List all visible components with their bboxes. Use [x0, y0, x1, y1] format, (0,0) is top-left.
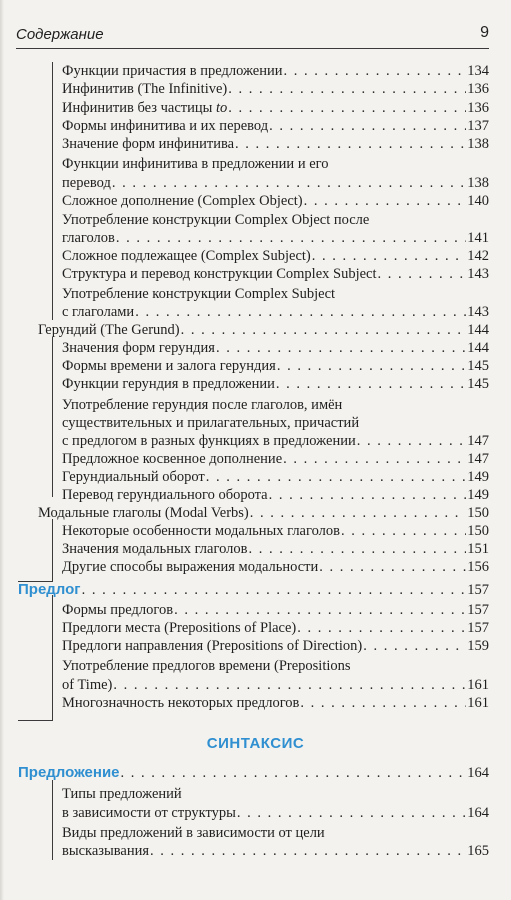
toc-entry — [62, 174, 489, 193]
toc-entry-page: 149 — [467, 487, 489, 503]
leader-dots — [341, 522, 466, 541]
leader-dots — [116, 229, 466, 248]
leader-dots — [174, 601, 466, 620]
toc-entry-title: Функции герундия в предложении — [62, 376, 275, 392]
toc-entry-page: 164 — [467, 805, 489, 821]
toc-entry-title: Предлоги направления (Prepositions of Direction) — [62, 638, 363, 654]
toc-entry — [38, 321, 489, 340]
toc-entry-title: Инфинитив (The Infinitive) — [62, 81, 228, 97]
leader-dots — [277, 357, 466, 376]
toc-entry — [62, 303, 489, 322]
toc-entry-page: 157 — [467, 582, 489, 598]
leader-dots — [82, 581, 467, 600]
toc-entry-page: 134 — [467, 63, 489, 79]
toc-entry-page: 157 — [467, 620, 489, 636]
toc-entry-page: 165 — [467, 843, 489, 859]
toc-entry — [62, 676, 489, 695]
toc-entry-page: 137 — [467, 118, 489, 134]
part-heading: СИНТАКСИС — [206, 735, 305, 752]
toc-entry — [62, 842, 489, 861]
toc-entry-page: 136 — [467, 100, 489, 116]
toc-entry-title: высказывания — [62, 843, 150, 859]
toc-entry-title-line: существительных и прилагательных, причастий — [62, 415, 360, 431]
toc-entry-title: Структура и перевод конструкции Complex Subject — [62, 266, 377, 282]
toc-entry-page: 161 — [467, 677, 489, 693]
toc-entry — [62, 486, 489, 505]
leader-dots — [378, 265, 467, 284]
toc-entry — [62, 619, 489, 638]
toc-entry-page: 141 — [467, 230, 489, 246]
leader-dots — [228, 80, 466, 99]
toc-entry-page: 161 — [467, 695, 489, 711]
toc-entry-title: с предлогом в разных функциях в предложении — [62, 433, 356, 449]
leader-dots — [121, 764, 467, 783]
leader-dots — [135, 303, 466, 322]
leader-dots — [357, 432, 467, 451]
toc-entry — [62, 601, 489, 620]
toc-entry-title: перевод — [62, 175, 111, 191]
leader-dots — [181, 321, 467, 340]
toc-entry-title: Другие способы выражения модальности — [62, 559, 319, 575]
toc-entry-title: Модальные глаголы (Modal Verbs) — [38, 505, 249, 521]
toc-entry-page: 156 — [467, 559, 489, 575]
leader-dots — [363, 637, 466, 656]
toc-entry — [62, 229, 489, 248]
toc-entry — [62, 637, 489, 656]
toc-entry — [62, 265, 489, 284]
rule-vertical-sentence — [52, 780, 53, 860]
toc-entry-title-line: Употребление предлогов времени (Prepositions — [62, 658, 351, 674]
toc-entry-title: Значения модальных глаголов — [62, 541, 248, 557]
toc-entry-title-line: Употребление конструкции Complex Object после — [62, 212, 370, 228]
toc-entry — [62, 80, 489, 99]
toc-entry-title: Многозначность некоторых предлогов — [62, 695, 300, 711]
toc-entry — [62, 117, 489, 136]
leader-dots — [269, 486, 467, 505]
rule-vertical-modal — [52, 519, 53, 581]
toc-entry-title: глаголов — [62, 230, 115, 246]
toc-entry-page: 138 — [467, 136, 489, 152]
toc-entry-page: 143 — [467, 266, 489, 282]
toc-entry-title: Функции причастия в предложении — [62, 63, 283, 79]
page-number: 9 — [480, 24, 489, 41]
leader-dots — [235, 135, 466, 154]
leader-dots — [269, 117, 466, 136]
toc-entry-page: 136 — [467, 81, 489, 97]
leader-dots — [297, 619, 466, 638]
leader-dots — [228, 99, 466, 118]
toc-entry-title: Сложное дополнение (Complex Object) — [62, 193, 303, 209]
leader-dots — [319, 558, 466, 577]
leader-dots — [113, 676, 466, 695]
toc-entry-title-line: Виды предложений в зависимости от цели — [62, 825, 325, 841]
toc-entry-page: 145 — [467, 376, 489, 392]
toc-entry-title-line: Употребление герундия после глаголов, имён — [62, 397, 343, 413]
toc-entry-page: 151 — [467, 541, 489, 557]
rule-under-preposition — [18, 720, 53, 721]
page-header — [16, 24, 489, 49]
toc-entry — [38, 504, 489, 523]
page-edge — [0, 0, 4, 900]
toc-entry-title: в зависимости от структуры — [62, 805, 236, 821]
rule-vertical-preposition — [52, 595, 53, 720]
section-title: Предлог — [18, 581, 81, 598]
toc-entry-title: Инфинитив без частицы to — [62, 100, 228, 116]
toc-entry — [62, 99, 489, 118]
toc-entry-page: 150 — [467, 523, 489, 539]
toc-entry-title: Предлоги места (Prepositions of Place) — [62, 620, 297, 636]
toc-entry-title: Некоторые особенности модальных глаголов — [62, 523, 340, 539]
toc-entry — [62, 522, 489, 541]
toc-entry-title: Герундиальный оборот — [62, 469, 205, 485]
leader-dots — [237, 804, 466, 823]
toc-entry-title-line: Типы предложений — [62, 786, 182, 802]
leader-dots — [312, 247, 466, 266]
toc-entry — [62, 432, 489, 451]
toc-entry-page: 145 — [467, 358, 489, 374]
toc-entry — [62, 192, 489, 211]
section-title: Предложение — [18, 764, 120, 781]
toc-entry — [62, 558, 489, 577]
toc-entry — [62, 339, 489, 358]
toc-entry — [62, 468, 489, 487]
toc-entry — [62, 247, 489, 266]
leader-dots — [206, 468, 467, 487]
toc-entry — [62, 62, 489, 81]
toc-entry-title: Герундий (The Gerund) — [38, 322, 180, 338]
toc-entry-page: 144 — [467, 322, 489, 338]
toc-entry-title-line: Функции инфинитива в предложении и его — [62, 156, 329, 172]
toc-entry-title: с глаголами — [62, 304, 135, 320]
toc-entry-page: 159 — [467, 638, 489, 654]
rule-vertical-gerund — [52, 337, 53, 497]
toc-entry-page: 149 — [467, 469, 489, 485]
leader-dots — [250, 504, 467, 523]
toc-entry-page: 147 — [467, 451, 489, 467]
toc-entry — [62, 804, 489, 823]
leader-dots — [248, 540, 466, 559]
leader-dots — [283, 450, 466, 469]
toc-entry-title: Перевод герундиального оборота — [62, 487, 268, 503]
leader-dots — [150, 842, 466, 861]
toc-entry-page: 142 — [467, 248, 489, 264]
toc-entry-title: Формы инфинитива и их перевод — [62, 118, 269, 134]
toc-section-preposition — [18, 580, 489, 600]
toc-entry — [62, 694, 489, 713]
leader-dots — [112, 174, 466, 193]
toc-entry-page: 150 — [467, 505, 489, 521]
toc-entry — [62, 375, 489, 394]
leader-dots — [276, 375, 466, 394]
toc-entry-page: 157 — [467, 602, 489, 618]
toc-entry-page: 138 — [467, 175, 489, 191]
leader-dots — [300, 694, 466, 713]
toc-entry-page: 147 — [467, 433, 489, 449]
toc-entry — [62, 540, 489, 559]
toc-entry — [62, 357, 489, 376]
toc-entry-title: Значение форм инфинитива — [62, 136, 235, 152]
rule-vertical-top — [52, 62, 53, 320]
toc-entry-page: 143 — [467, 304, 489, 320]
leader-dots — [216, 339, 466, 358]
toc-entry-title: Формы времени и залога герундия — [62, 358, 276, 374]
toc-entry-title: Сложное подлежащее (Complex Subject) — [62, 248, 311, 264]
toc-entry-page: 144 — [467, 340, 489, 356]
toc-entry-title: Предложное косвенное дополнение — [62, 451, 283, 467]
toc-entry-title: of Time) — [62, 677, 113, 693]
header-title: Содержание — [16, 26, 104, 43]
leader-dots — [304, 192, 467, 211]
toc-entry-page: 140 — [467, 193, 489, 209]
toc-section-sentence — [18, 763, 489, 783]
leader-dots — [284, 62, 467, 81]
toc-entry-title: Формы предлогов — [62, 602, 174, 618]
toc-entry-title-line: Употребление конструкции Complex Subject — [62, 286, 336, 302]
toc-entry — [62, 450, 489, 469]
toc-entry-title: Значения форм герундия — [62, 340, 215, 356]
toc-entry — [62, 135, 489, 154]
toc-entry-page: 164 — [467, 765, 489, 781]
